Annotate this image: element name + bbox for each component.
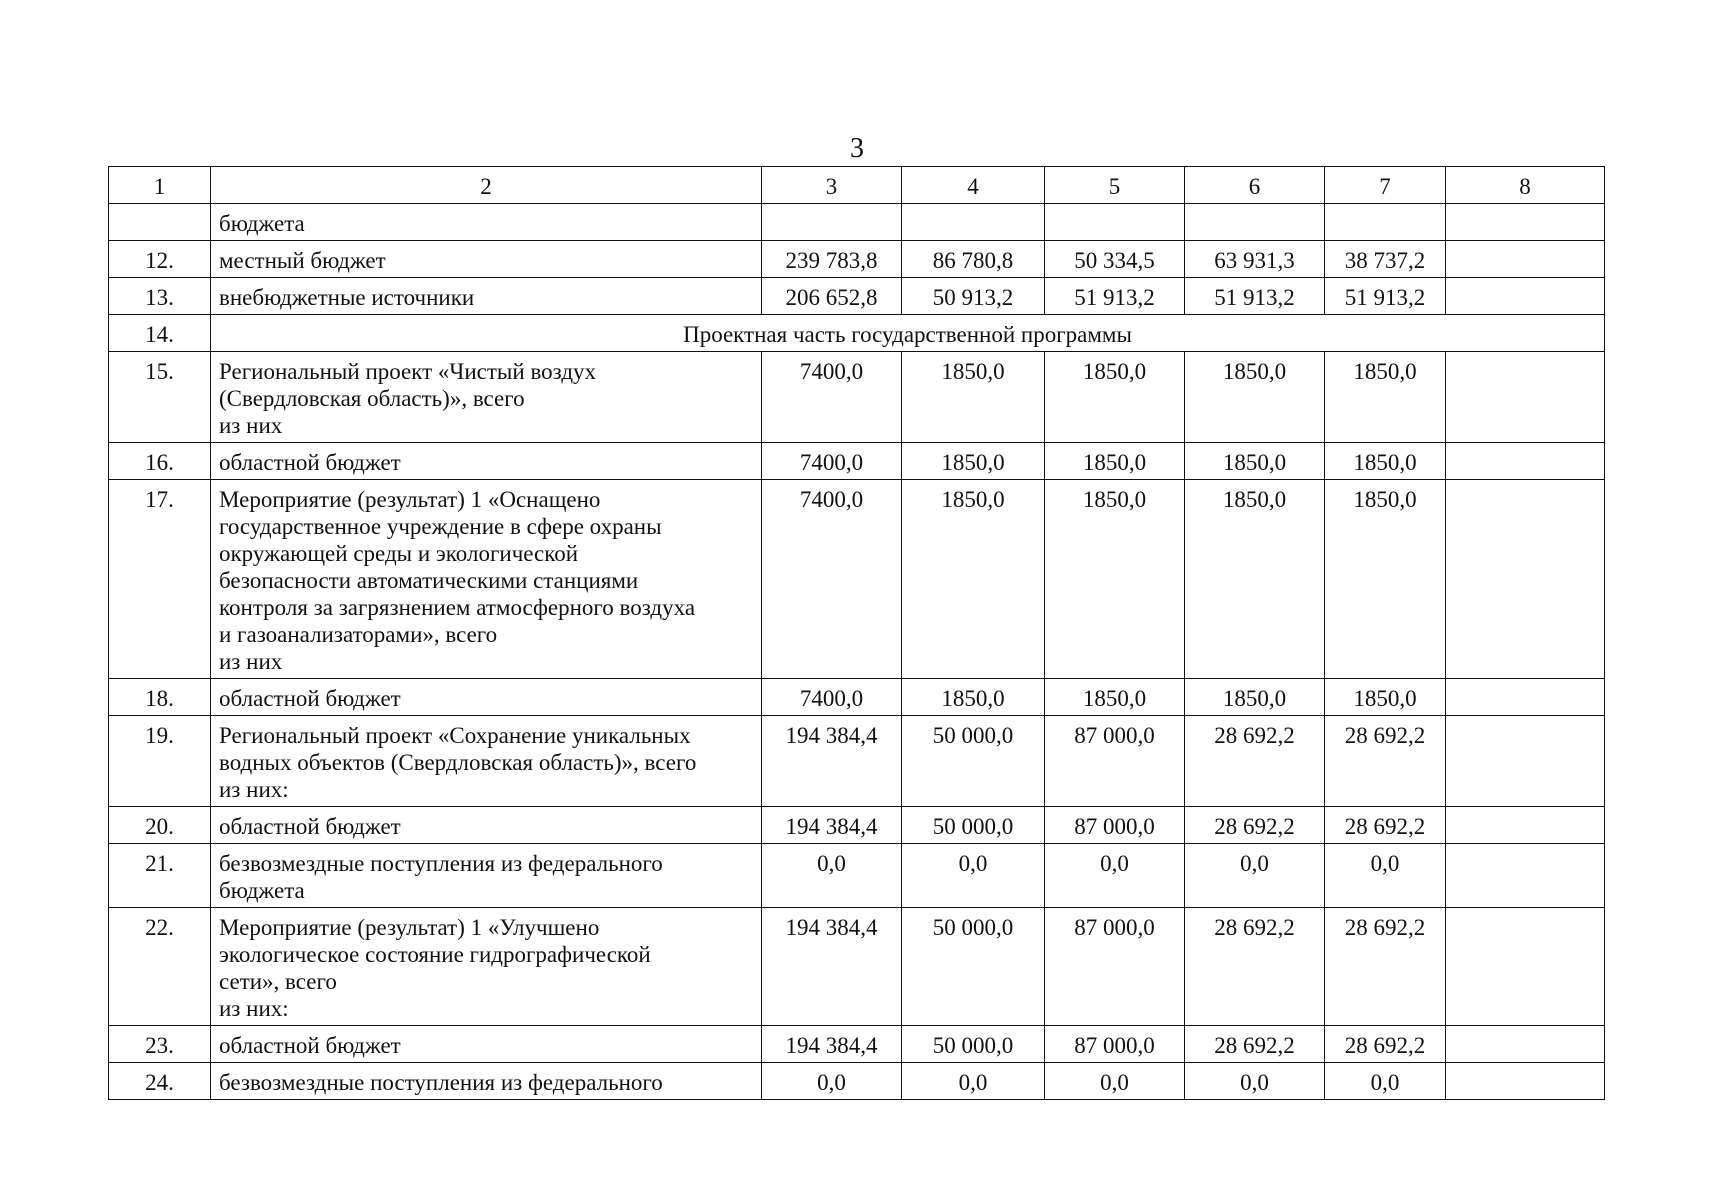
row-number-cell: 18. [109,679,211,716]
value-cell: 1850,0 [1185,443,1325,480]
value-cell: 50 000,0 [902,908,1045,1026]
value-cell: 63 931,3 [1185,241,1325,278]
value-cell: 1850,0 [1325,352,1446,443]
value-cell: 28 692,2 [1325,716,1446,807]
value-cell [1325,204,1446,241]
value-cell: 50 913,2 [902,278,1045,315]
row-name-cell: областной бюджет [211,807,762,844]
value-cell: 7400,0 [762,679,902,716]
value-cell: 50 000,0 [902,807,1045,844]
row-number-cell: 15. [109,352,211,443]
value-cell: 0,0 [902,1063,1045,1100]
page-number: 3 [850,133,864,164]
value-cell: 28 692,2 [1185,716,1325,807]
value-cell [1446,480,1605,679]
table-row [109,480,1605,679]
value-cell: 194 384,4 [762,716,902,807]
table-row [109,716,1605,807]
row-number-cell: 20. [109,807,211,844]
row-name-cell: Региональный проект «Сохранение уникальных водных объектов (Свердловская область)», всего из них: [211,716,762,807]
value-cell: 0,0 [1185,1063,1325,1100]
row-number-cell: 17. [109,480,211,679]
value-cell: 0,0 [1325,844,1446,908]
value-cell: 1850,0 [1045,480,1185,679]
value-cell: 28 692,2 [1325,807,1446,844]
value-cell: 50 334,5 [1045,241,1185,278]
value-cell: 7400,0 [762,352,902,443]
row-number-cell: 16. [109,443,211,480]
value-cell [1446,908,1605,1026]
table-row [109,844,1605,908]
value-cell: 28 692,2 [1325,1026,1446,1063]
value-cell [1446,1026,1605,1063]
value-cell: 1850,0 [902,679,1045,716]
value-cell: 1850,0 [1045,679,1185,716]
value-cell [1446,278,1605,315]
value-cell: 28 692,2 [1185,908,1325,1026]
row-number-cell: 13. [109,278,211,315]
row-number-cell: 21. [109,844,211,908]
value-cell [1185,204,1325,241]
row-name-cell: безвозмездные поступления из федерального [211,1063,762,1100]
row-name-cell: областной бюджет [211,1026,762,1063]
section-heading-cell: Проектная часть государственной программы [211,315,1605,352]
table-row [109,352,1605,443]
header-cell: 1 [109,167,211,204]
row-name-cell: областной бюджет [211,679,762,716]
row-name-cell: внебюджетные источники [211,278,762,315]
table-row [109,807,1605,844]
value-cell [1446,352,1605,443]
header-cell: 4 [902,167,1045,204]
table-body [109,167,1605,1100]
row-number-cell: 23. [109,1026,211,1063]
row-name-cell: Мероприятие (результат) 1 «Оснащено государственное учреждение в сфере охраны окружающей среды и экологической безопасности автоматическими станциями контроля за загрязнением атмосферного воздуха и газоанализаторами», всего из них [211,480,762,679]
value-cell [1446,807,1605,844]
value-cell: 1850,0 [1185,352,1325,443]
header-cell: 5 [1045,167,1185,204]
value-cell: 194 384,4 [762,1026,902,1063]
table-row [109,443,1605,480]
row-number-cell [109,204,211,241]
value-cell: 51 913,2 [1185,278,1325,315]
value-cell: 1850,0 [902,443,1045,480]
value-cell: 239 783,8 [762,241,902,278]
header-cell: 8 [1446,167,1605,204]
row-name-cell: областной бюджет [211,443,762,480]
table-row [109,278,1605,315]
value-cell: 87 000,0 [1045,807,1185,844]
value-cell: 0,0 [762,844,902,908]
value-cell [762,204,902,241]
header-cell: 7 [1325,167,1446,204]
value-cell: 0,0 [1045,844,1185,908]
value-cell: 194 384,4 [762,908,902,1026]
value-cell: 51 913,2 [1045,278,1185,315]
value-cell: 0,0 [902,844,1045,908]
row-number-cell: 14. [109,315,211,352]
value-cell: 51 913,2 [1325,278,1446,315]
table-row [109,204,1605,241]
row-name-cell: безвозмездные поступления из федерального бюджета [211,844,762,908]
value-cell: 1850,0 [1045,352,1185,443]
value-cell: 87 000,0 [1045,908,1185,1026]
value-cell: 1850,0 [1045,443,1185,480]
value-cell: 1850,0 [1185,679,1325,716]
value-cell: 1850,0 [902,352,1045,443]
value-cell [902,204,1045,241]
value-cell: 87 000,0 [1045,1026,1185,1063]
table-row [109,908,1605,1026]
value-cell: 1850,0 [902,480,1045,679]
value-cell [1446,1063,1605,1100]
value-cell: 0,0 [1045,1063,1185,1100]
value-cell: 0,0 [1325,1063,1446,1100]
value-cell: 50 000,0 [902,716,1045,807]
value-cell: 1850,0 [1325,443,1446,480]
value-cell [1446,679,1605,716]
value-cell: 28 692,2 [1185,807,1325,844]
table-header-row [109,167,1605,204]
header-cell: 3 [762,167,902,204]
value-cell: 7400,0 [762,443,902,480]
value-cell: 38 737,2 [1325,241,1446,278]
value-cell [1045,204,1185,241]
value-cell: 1850,0 [1325,480,1446,679]
value-cell: 28 692,2 [1325,908,1446,1026]
row-name-cell: Региональный проект «Чистый воздух (Свердловская область)», всего из них [211,352,762,443]
row-name-cell: Мероприятие (результат) 1 «Улучшено экологическое состояние гидрографической сети», всего из них: [211,908,762,1026]
value-cell: 0,0 [762,1063,902,1100]
row-name-cell: бюджета [211,204,762,241]
value-cell: 7400,0 [762,480,902,679]
budget-table [108,166,1605,1100]
value-cell: 194 384,4 [762,807,902,844]
row-number-cell: 12. [109,241,211,278]
value-cell: 206 652,8 [762,278,902,315]
table-row [109,1026,1605,1063]
value-cell: 28 692,2 [1185,1026,1325,1063]
table-row [109,679,1605,716]
table-row [109,315,1605,352]
value-cell: 1850,0 [1185,480,1325,679]
value-cell [1446,844,1605,908]
value-cell: 0,0 [1185,844,1325,908]
value-cell: 86 780,8 [902,241,1045,278]
row-number-cell: 24. [109,1063,211,1100]
header-cell: 6 [1185,167,1325,204]
table-row [109,241,1605,278]
value-cell [1446,716,1605,807]
value-cell: 50 000,0 [902,1026,1045,1063]
value-cell: 1850,0 [1325,679,1446,716]
header-cell: 2 [211,167,762,204]
value-cell [1446,204,1605,241]
value-cell [1446,443,1605,480]
table-row [109,1063,1605,1100]
value-cell: 87 000,0 [1045,716,1185,807]
value-cell [1446,241,1605,278]
row-name-cell: местный бюджет [211,241,762,278]
row-number-cell: 22. [109,908,211,1026]
row-number-cell: 19. [109,716,211,807]
